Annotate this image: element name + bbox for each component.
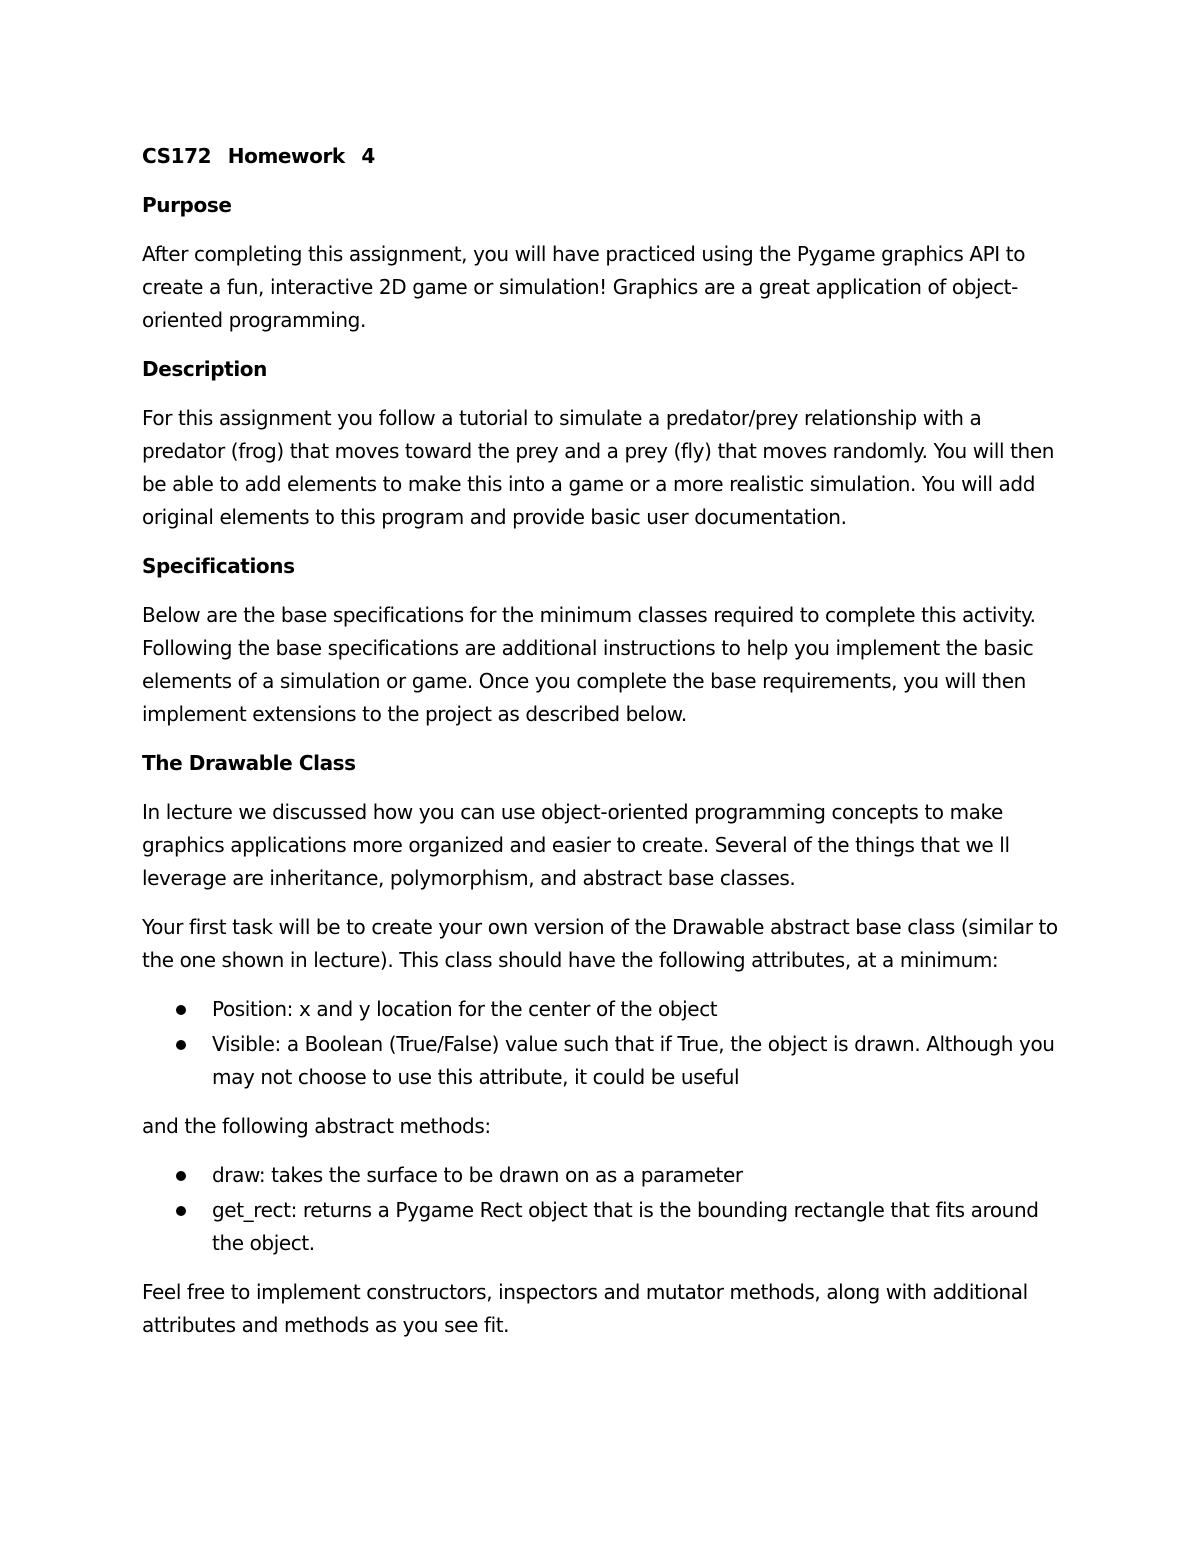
bullet-icon <box>176 1040 186 1050</box>
document-content <box>142 140 1062 1358</box>
methods-intro-paragraph: and the following abstract methods: <box>142 1114 491 1138</box>
attributes-list <box>142 993 1062 1094</box>
method-get-rect-text: get_rect: returns a Pygame Rect object that is the bounding rectangle that fits around the object. <box>212 1198 1039 1255</box>
methods-list <box>142 1159 1062 1260</box>
attribute-visible-text: Visible: a Boolean (True/False) value such that if True, the object is drawn. Although you may not choose to use this attribute, it could be useful <box>212 1032 1055 1089</box>
closing-paragraph: Feel free to implement constructors, inspectors and mutator methods, along with additional attributes and methods as you see fit. <box>142 1280 1028 1337</box>
document-title: CS172 Homework 4 <box>142 144 375 168</box>
drawable-class-heading: The Drawable Class <box>142 751 356 775</box>
purpose-heading: Purpose <box>142 193 232 217</box>
description-paragraph: For this assignment you follow a tutorial to simulate a predator/prey relationship with a predator (frog) that moves toward the prey and a prey (fly) that moves randomly. You will then be able to add elements to make this into a game or a more realistic simulation. You will add original elements to this program and provide basic user documentation. <box>142 406 1055 529</box>
method-draw-text: draw: takes the surface to be drawn on as a parameter <box>212 1163 743 1187</box>
list-item <box>142 1159 1062 1192</box>
specifications-heading: Specifications <box>142 554 295 578</box>
list-item <box>142 1028 1062 1094</box>
list-item <box>142 993 1062 1026</box>
description-heading: Description <box>142 357 267 381</box>
drawable-task-paragraph: Your first task will be to create your own version of the Drawable abstract base class (similar to the one shown in lecture). This class should have the following attributes, at a minimum: <box>142 915 1058 972</box>
attribute-position-text: Position: x and y location for the center of the object <box>212 997 718 1021</box>
bullet-icon <box>176 1206 186 1216</box>
purpose-paragraph: After completing this assignment, you will have practiced using the Pygame graphics API to create a fun, interactive 2D game or simulation! Graphics are a great application of object-oriented programming. <box>142 242 1026 332</box>
specifications-paragraph: Below are the base specifications for the minimum classes required to complete this activity. Following the base specifications are additional instructions to help you implement the basic elements of a simulation or game. Once you complete the base requirements, you will then implement extensions to the project as described below. <box>142 603 1036 726</box>
bullet-icon <box>176 1005 186 1015</box>
list-item <box>142 1194 1062 1260</box>
bullet-icon <box>176 1171 186 1181</box>
drawable-intro-paragraph: In lecture we discussed how you can use object-oriented programming concepts to make graphics applications more organized and easier to create. Several of the things that we ll leverage are inheritance, polymorphism, and abstract base classes. <box>142 800 1010 890</box>
